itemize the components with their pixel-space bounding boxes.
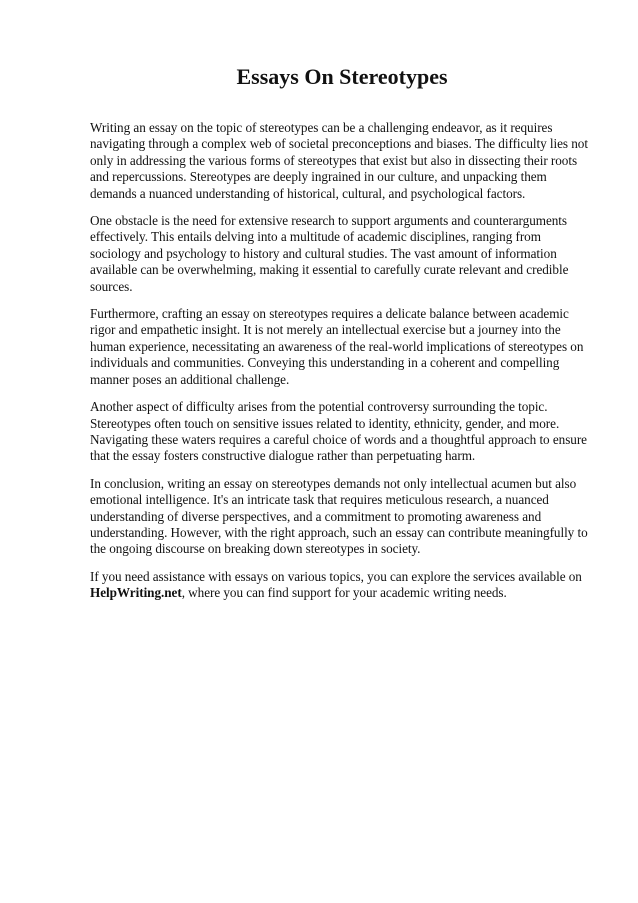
document-body (90, 120, 592, 613)
paragraph-5: In conclusion, writing an essay on stereotypes demands not only intellectual acumen but also emotional intelligence. It's an intricate task that requires meticulous research, a nuanced understanding of diverse perspectives, and a commitment to promoting awareness and understanding. However, with the right approach, such an essay can contribute meaningfully to the ongoing discourse on breaking down stereotypes in society. (90, 475, 588, 557)
paragraph-3: Furthermore, crafting an essay on stereotypes requires a delicate balance between academic rigor and empathetic insight. It is not merely an intellectual exercise but a journey into the human experience, necessitating an awareness of the real-world implications of stereotypes on individuals and communities. Conveying this understanding in a coherent and compelling manner poses an additional challenge. (90, 306, 584, 387)
closing-text-before: If you need assistance with essays on various topics, you can explore the services available on (90, 568, 582, 584)
document-title: Essays On Stereotypes (236, 64, 448, 89)
paragraph-1: Writing an essay on the topic of stereotypes can be a challenging endeavor, as it requires navigating through a complex web of societal preconceptions and biases. The difficulty lies not only in addressing the various forms of stereotypes that exist but also in dissecting their roots and repercussions. Stereotypes are deeply ingrained in our culture, and unpacking them demands a nuanced understanding of historical, cultural, and psychological factors. (90, 120, 588, 201)
paragraph-4: Another aspect of difficulty arises from the potential controversy surrounding the topic. Stereotypes often touch on sensitive issues related to identity, ethnicity, gender, and more. Navigating these waters requires a careful choice of words and a thoughtful approach to ensure that the essay fosters constructive dialogue rather than perpetuating harm. (90, 399, 587, 464)
closing-text-after: , where you can find support for your academic writing needs. (181, 585, 507, 601)
closing-paragraph (90, 569, 592, 602)
paragraph-2: One obstacle is the need for extensive research to support arguments and counterarguments effectively. This entails delving into a multitude of academic disciplines, ranging from sociology and psychology to history and cultural studies. The vast amount of information available can be overwhelming, making it essential to carefully curate relevant and credible sources. (90, 213, 569, 294)
helpwriting-link[interactable]: HelpWriting.net (90, 585, 182, 601)
